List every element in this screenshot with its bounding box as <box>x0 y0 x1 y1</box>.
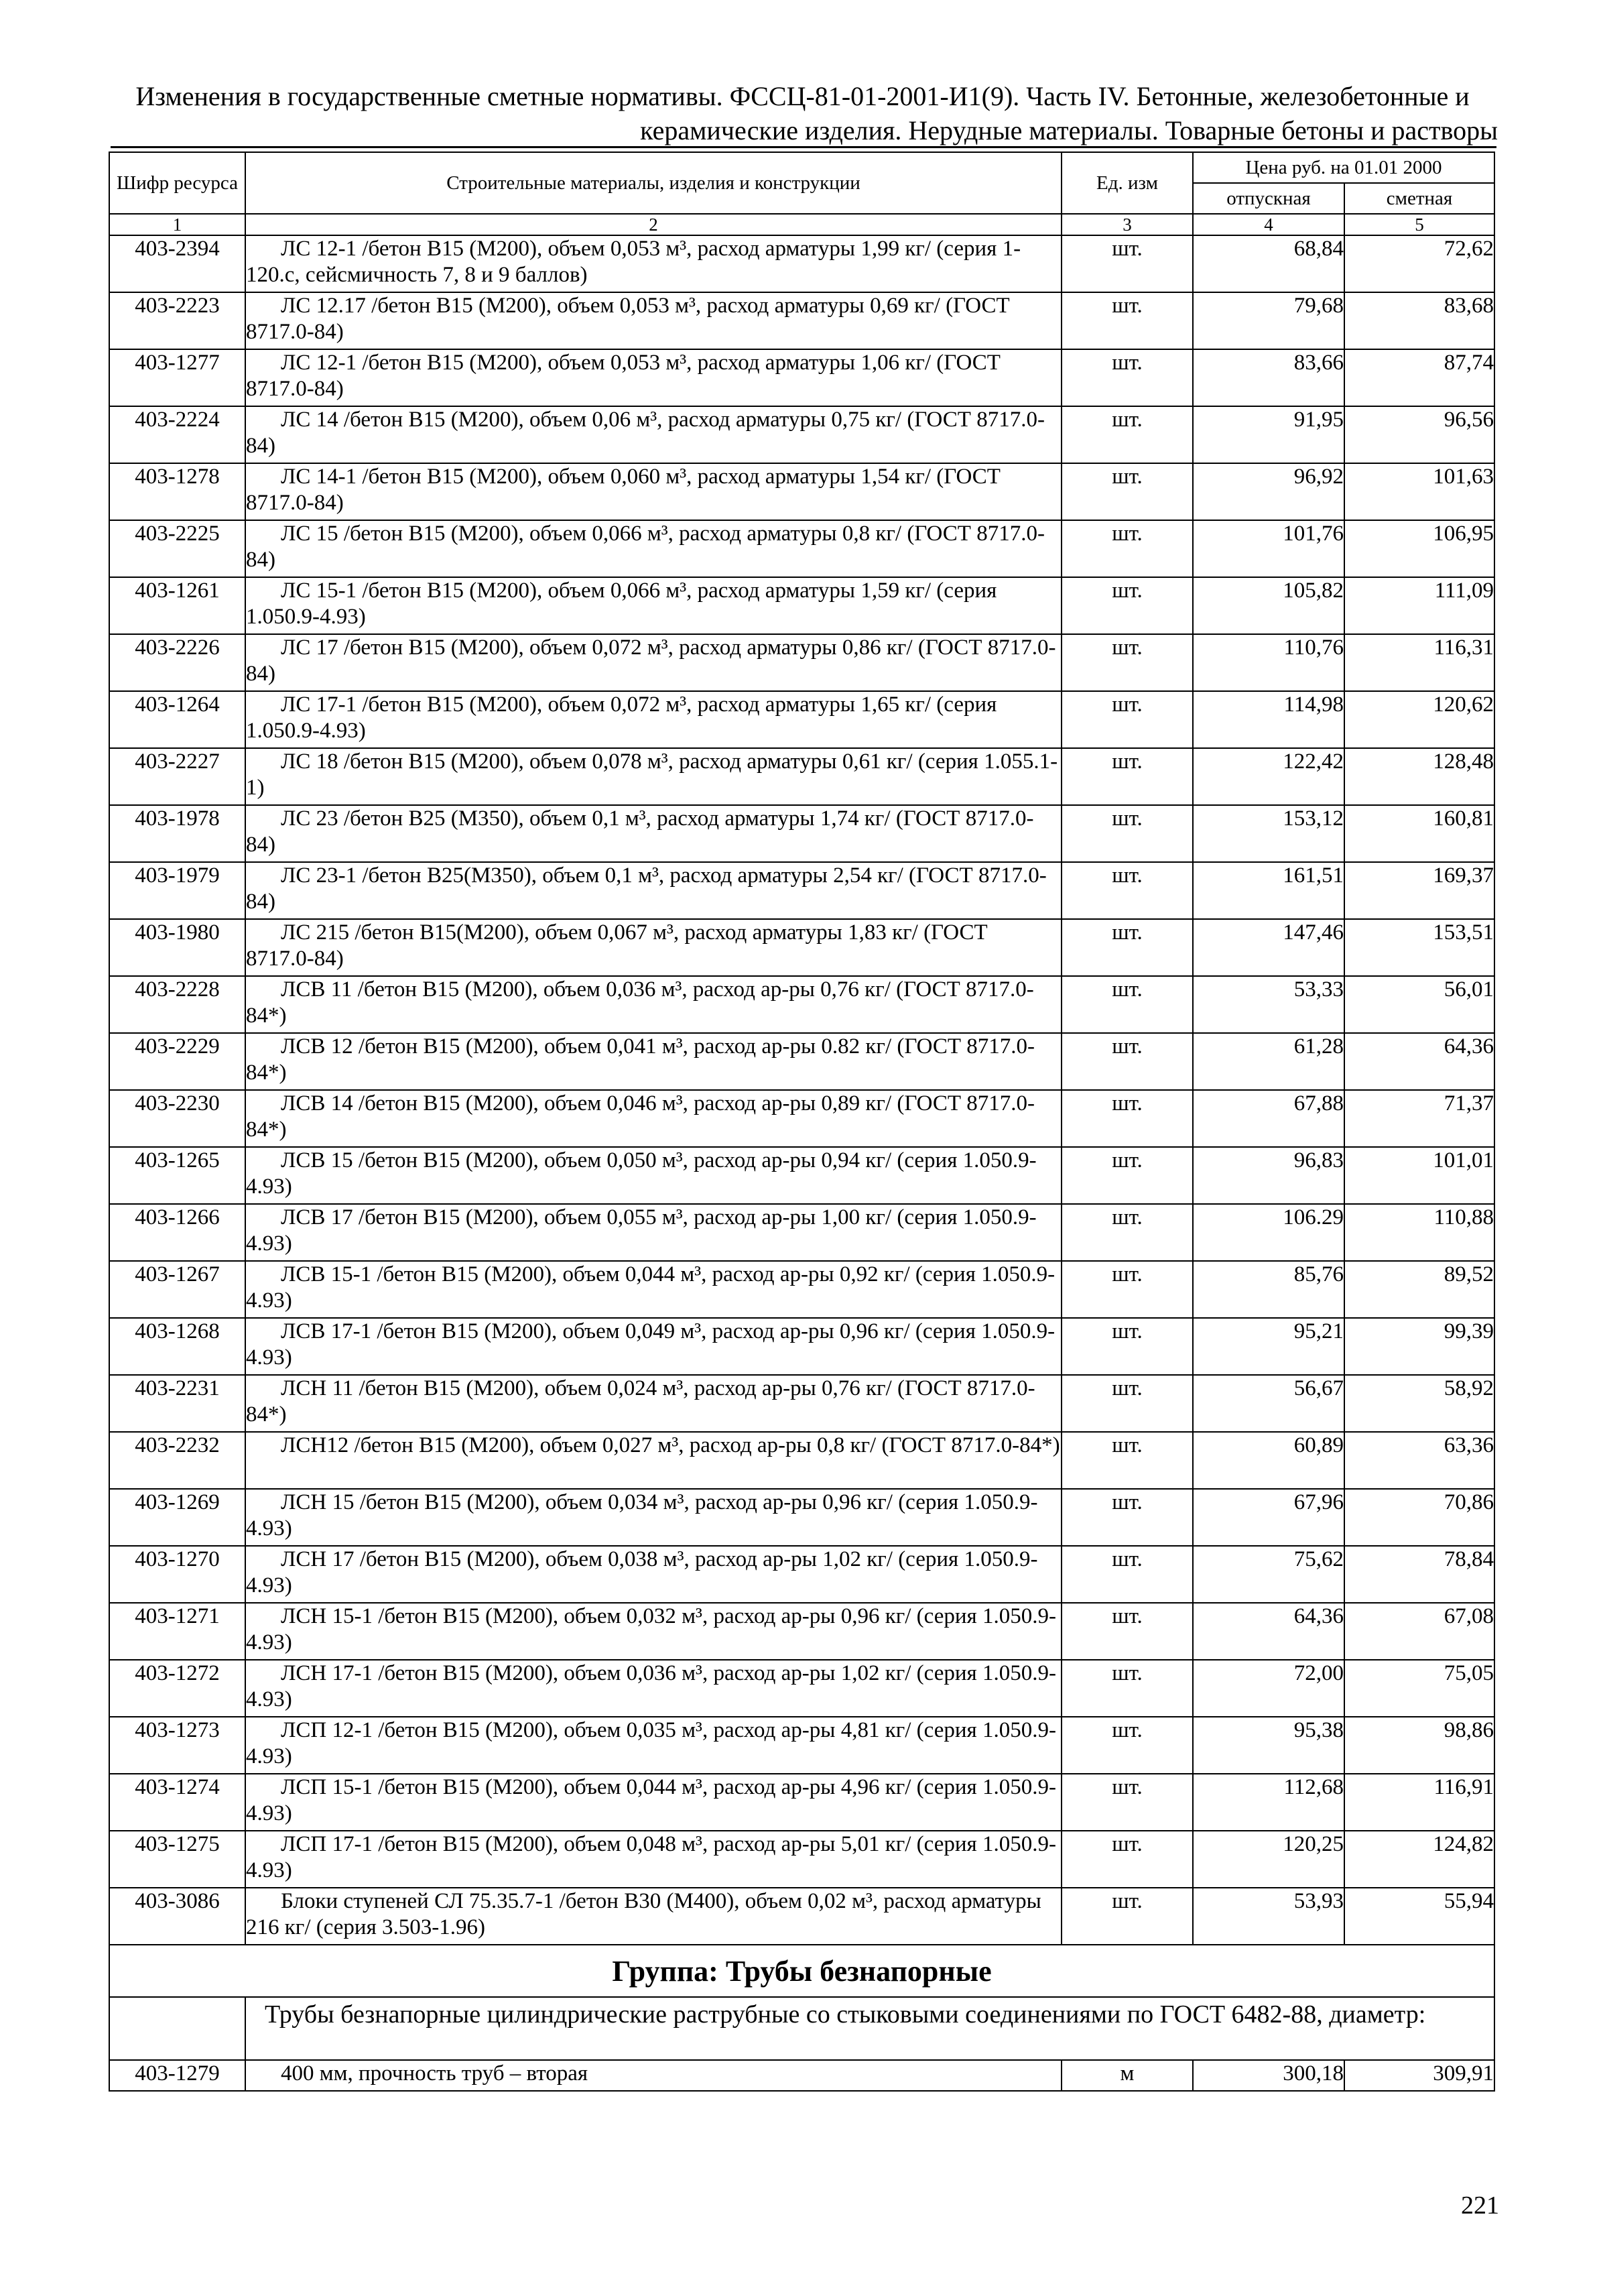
estimate-price: 96,56 <box>1344 406 1494 463</box>
table-row <box>109 1831 1494 1888</box>
unit-of-measure: шт. <box>1062 1090 1193 1147</box>
resource-code: 403-2229 <box>109 1033 245 1090</box>
unit-of-measure: шт. <box>1062 976 1193 1033</box>
unit-of-measure: шт. <box>1062 919 1193 976</box>
resource-code: 403-2232 <box>109 1432 245 1489</box>
group-title: Группа: Трубы безнапорные <box>109 1945 1494 1997</box>
table-row <box>109 1546 1494 1603</box>
resource-code: 403-1266 <box>109 1204 245 1261</box>
estimate-price: 153,51 <box>1344 919 1494 976</box>
unit-of-measure: шт. <box>1062 1375 1193 1432</box>
table-row <box>109 691 1494 748</box>
table-row <box>109 805 1494 862</box>
unit-of-measure: шт. <box>1062 235 1193 292</box>
resource-code: 403-1261 <box>109 577 245 634</box>
estimate-price: 72,62 <box>1344 235 1494 292</box>
release-price: 67,96 <box>1193 1489 1344 1546</box>
resource-code: 403-2224 <box>109 406 245 463</box>
release-price: 61,28 <box>1193 1033 1344 1090</box>
table-row <box>109 1603 1494 1660</box>
unit-of-measure: шт. <box>1062 1033 1193 1090</box>
release-price: 96,83 <box>1193 1147 1344 1204</box>
estimate-price: 101,63 <box>1344 463 1494 520</box>
column-number-row <box>109 214 1494 235</box>
estimate-price: 110,88 <box>1344 1204 1494 1261</box>
material-description: ЛСВ 17-1 /бетон В15 (М200), объем 0,049 м³, расход ар-ры 0,96 кг/ (серия 1.050.9-4.93) <box>245 1318 1062 1375</box>
release-price: 95,38 <box>1193 1717 1344 1774</box>
release-price: 83,66 <box>1193 349 1344 406</box>
resource-code: 403-1267 <box>109 1261 245 1318</box>
estimate-price: 116,91 <box>1344 1774 1494 1831</box>
estimate-price: 111,09 <box>1344 577 1494 634</box>
subgroup-code-cell <box>109 1997 245 2060</box>
release-price: 68,84 <box>1193 235 1344 292</box>
table-row <box>109 1489 1494 1546</box>
material-description: ЛСВ 17 /бетон В15 (М200), объем 0,055 м³, расход ар-ры 1,00 кг/ (серия 1.050.9-4.93) <box>245 1204 1062 1261</box>
table-row <box>109 235 1494 292</box>
release-price: 53,93 <box>1193 1888 1344 1945</box>
group-heading-row <box>109 1945 1494 1997</box>
material-description: ЛСВ 11 /бетон В15 (М200), объем 0,036 м³, расход ар-ры 0,76 кг/ (ГОСТ 8717.0-84*) <box>245 976 1062 1033</box>
table-row <box>109 1318 1494 1375</box>
column-header-estimate-price: сметная <box>1344 183 1494 214</box>
material-description: ЛСП 12-1 /бетон В15 (М200), объем 0,035 м³, расход ар-ры 4,81 кг/ (серия 1.050.9-4.93) <box>245 1717 1062 1774</box>
material-description: ЛСН12 /бетон В15 (М200), объем 0,027 м³, расход ар-ры 0,8 кг/ (ГОСТ 8717.0-84*) <box>245 1432 1062 1489</box>
material-description: ЛС 15 /бетон В15 (М200), объем 0,066 м³, расход арматуры 0,8 кг/ (ГОСТ 8717.0-84) <box>245 520 1062 577</box>
column-header-release-price: отпускная <box>1193 183 1344 214</box>
release-price: 60,89 <box>1193 1432 1344 1489</box>
material-description: 400 мм, прочность труб – вторая <box>245 2060 1062 2091</box>
release-price: 96,92 <box>1193 463 1344 520</box>
resource-code: 403-2226 <box>109 634 245 691</box>
release-price: 67,88 <box>1193 1090 1344 1147</box>
estimate-price: 56,01 <box>1344 976 1494 1033</box>
unit-of-measure: шт. <box>1062 1831 1193 1888</box>
release-price: 85,76 <box>1193 1261 1344 1318</box>
table-row <box>109 1090 1494 1147</box>
unit-of-measure: шт. <box>1062 1261 1193 1318</box>
resource-code: 403-1978 <box>109 805 245 862</box>
unit-of-measure: шт. <box>1062 1603 1193 1660</box>
resource-code: 403-1275 <box>109 1831 245 1888</box>
material-description: ЛСН 15 /бетон В15 (М200), объем 0,034 м³, расход ар-ры 0,96 кг/ (серия 1.050.9-4.93) <box>245 1489 1062 1546</box>
column-header-price: Цена руб. на 01.01 2000 <box>1193 152 1494 183</box>
material-description: ЛСП 17-1 /бетон В15 (М200), объем 0,048 м³, расход ар-ры 5,01 кг/ (серия 1.050.9-4.93) <box>245 1831 1062 1888</box>
table-row <box>109 1432 1494 1489</box>
unit-of-measure: шт. <box>1062 406 1193 463</box>
table-row <box>109 1204 1494 1261</box>
unit-of-measure: шт. <box>1062 691 1193 748</box>
estimate-price: 101,01 <box>1344 1147 1494 1204</box>
table-row <box>109 520 1494 577</box>
material-description: ЛС 215 /бетон В15(М200), объем 0,067 м³, расход арматуры 1,83 кг/ (ГОСТ 8717.0-84) <box>245 919 1062 976</box>
material-description: ЛСН 15-1 /бетон В15 (М200), объем 0,032 м³, расход ар-ры 0,96 кг/ (серия 1.050.9-4.93) <box>245 1603 1062 1660</box>
unit-of-measure: шт. <box>1062 1546 1193 1603</box>
unit-of-measure: шт. <box>1062 1888 1193 1945</box>
release-price: 153,12 <box>1193 805 1344 862</box>
material-description: ЛС 23 /бетон В25 (М350), объем 0,1 м³, расход арматуры 1,74 кг/ (ГОСТ 8717.0-84) <box>245 805 1062 862</box>
document-header <box>107 79 1498 147</box>
resource-code: 403-1265 <box>109 1147 245 1204</box>
unit-of-measure: шт. <box>1062 463 1193 520</box>
column-number: 5 <box>1344 214 1494 235</box>
column-number: 4 <box>1193 214 1344 235</box>
material-description: ЛСВ 15-1 /бетон В15 (М200), объем 0,044 м³, расход ар-ры 0,92 кг/ (серия 1.050.9-4.93) <box>245 1261 1062 1318</box>
unit-of-measure: шт. <box>1062 805 1193 862</box>
estimate-price: 106,95 <box>1344 520 1494 577</box>
material-description: Блоки ступеней СЛ 75.35.7-1 /бетон В30 (М400), объем 0,02 м³, расход арматуры 216 кг/ (серия 3.503-1.96) <box>245 1888 1062 1945</box>
estimate-price: 116,31 <box>1344 634 1494 691</box>
estimate-price: 120,62 <box>1344 691 1494 748</box>
unit-of-measure: шт. <box>1062 1660 1193 1717</box>
table-row <box>109 349 1494 406</box>
unit-of-measure: шт. <box>1062 634 1193 691</box>
price-table <box>109 152 1495 2092</box>
estimate-price: 71,37 <box>1344 1090 1494 1147</box>
resource-code: 403-1980 <box>109 919 245 976</box>
material-description: ЛС 17 /бетон В15 (М200), объем 0,072 м³, расход арматуры 0,86 кг/ (ГОСТ 8717.0-84) <box>245 634 1062 691</box>
release-price: 147,46 <box>1193 919 1344 976</box>
release-price: 114,98 <box>1193 691 1344 748</box>
material-description: ЛС 18 /бетон В15 (М200), объем 0,078 м³, расход арматуры 0,61 кг/ (серия 1.055.1-1) <box>245 748 1062 805</box>
table-row <box>109 919 1494 976</box>
release-price: 120,25 <box>1193 1831 1344 1888</box>
release-price: 72,00 <box>1193 1660 1344 1717</box>
table-row <box>109 1033 1494 1090</box>
material-description: ЛС 17-1 /бетон В15 (М200), объем 0,072 м³, расход арматуры 1,65 кг/ (серия 1.050.9-4.93) <box>245 691 1062 748</box>
estimate-price: 89,52 <box>1344 1261 1494 1318</box>
subgroup-description: Трубы безнапорные цилиндрические раструбные со стыковыми соединениями по ГОСТ 6482-88, диаметр: <box>245 1997 1494 2060</box>
header-divider <box>111 146 1496 148</box>
unit-of-measure: шт. <box>1062 520 1193 577</box>
estimate-price: 87,74 <box>1344 349 1494 406</box>
release-price: 64,36 <box>1193 1603 1344 1660</box>
table-row <box>109 634 1494 691</box>
resource-code: 403-1277 <box>109 349 245 406</box>
resource-code: 403-2231 <box>109 1375 245 1432</box>
material-description: ЛС 12-1 /бетон В15 (М200), объем 0,053 м³, расход арматуры 1,99 кг/ (серия 1-120.с, сейсмичность 7, 8 и 9 баллов) <box>245 235 1062 292</box>
estimate-price: 99,39 <box>1344 1318 1494 1375</box>
table-row <box>109 463 1494 520</box>
estimate-price: 67,08 <box>1344 1603 1494 1660</box>
release-price: 300,18 <box>1193 2060 1344 2091</box>
unit-of-measure: шт. <box>1062 1774 1193 1831</box>
release-price: 161,51 <box>1193 862 1344 919</box>
resource-code: 403-1264 <box>109 691 245 748</box>
column-header-unit: Ед. изм <box>1062 152 1193 214</box>
estimate-price: 124,82 <box>1344 1831 1494 1888</box>
resource-code: 403-2230 <box>109 1090 245 1147</box>
resource-code: 403-1274 <box>109 1774 245 1831</box>
unit-of-measure: шт. <box>1062 292 1193 349</box>
release-price: 75,62 <box>1193 1546 1344 1603</box>
unit-of-measure: шт. <box>1062 1489 1193 1546</box>
unit-of-measure: шт. <box>1062 349 1193 406</box>
header-title-line-1: Изменения в государственные сметные нормативы. ФССЦ-81-01-2001-И1(9). Часть IV. Бетонные, железобетонные и <box>135 81 1470 111</box>
estimate-price: 83,68 <box>1344 292 1494 349</box>
release-price: 91,95 <box>1193 406 1344 463</box>
material-description: ЛС 15-1 /бетон В15 (М200), объем 0,066 м³, расход арматуры 1,59 кг/ (серия 1.050.9-4.93) <box>245 577 1062 634</box>
unit-of-measure: шт. <box>1062 1204 1193 1261</box>
estimate-price: 128,48 <box>1344 748 1494 805</box>
estimate-price: 309,91 <box>1344 2060 1494 2091</box>
unit-of-measure: шт. <box>1062 1432 1193 1489</box>
unit-of-measure: шт. <box>1062 748 1193 805</box>
material-description: ЛСП 15-1 /бетон В15 (М200), объем 0,044 м³, расход ар-ры 4,96 кг/ (серия 1.050.9-4.93) <box>245 1774 1062 1831</box>
resource-code: 403-2227 <box>109 748 245 805</box>
material-description: ЛСВ 12 /бетон В15 (М200), объем 0,041 м³, расход ар-ры 0.82 кг/ (ГОСТ 8717.0-84*) <box>245 1033 1062 1090</box>
column-number: 2 <box>245 214 1062 235</box>
estimate-price: 75,05 <box>1344 1660 1494 1717</box>
unit-of-measure: шт. <box>1062 577 1193 634</box>
estimate-price: 98,86 <box>1344 1717 1494 1774</box>
estimate-price: 63,36 <box>1344 1432 1494 1489</box>
material-description: ЛС 14-1 /бетон В15 (М200), объем 0,060 м³, расход арматуры 1,54 кг/ (ГОСТ 8717.0-84) <box>245 463 1062 520</box>
material-description: ЛСН 17 /бетон В15 (М200), объем 0,038 м³, расход ар-ры 1,02 кг/ (серия 1.050.9-4.93) <box>245 1546 1062 1603</box>
table-row <box>109 1774 1494 1831</box>
resource-code: 403-1979 <box>109 862 245 919</box>
table-row <box>109 1261 1494 1318</box>
release-price: 79,68 <box>1193 292 1344 349</box>
estimate-price: 58,92 <box>1344 1375 1494 1432</box>
table-row <box>109 577 1494 634</box>
resource-code: 403-1269 <box>109 1489 245 1546</box>
table-row <box>109 2060 1494 2091</box>
unit-of-measure: шт. <box>1062 1147 1193 1204</box>
release-price: 56,67 <box>1193 1375 1344 1432</box>
column-header-name: Строительные материалы, изделия и конструкции <box>245 152 1062 214</box>
table-row <box>109 1375 1494 1432</box>
release-price: 105,82 <box>1193 577 1344 634</box>
estimate-price: 160,81 <box>1344 805 1494 862</box>
material-description: ЛСН 11 /бетон В15 (М200), объем 0,024 м³, расход ар-ры 0,76 кг/ (ГОСТ 8717.0-84*) <box>245 1375 1062 1432</box>
table-row <box>109 292 1494 349</box>
unit-of-measure: шт. <box>1062 1318 1193 1375</box>
release-price: 122,42 <box>1193 748 1344 805</box>
resource-code: 403-1278 <box>109 463 245 520</box>
resource-code: 403-1271 <box>109 1603 245 1660</box>
resource-code: 403-2225 <box>109 520 245 577</box>
table-row <box>109 976 1494 1033</box>
resource-code: 403-2394 <box>109 235 245 292</box>
column-header-code: Шифр ресурса <box>109 152 245 214</box>
column-number: 3 <box>1062 214 1193 235</box>
material-description: ЛС 12-1 /бетон В15 (М200), объем 0,053 м³, расход арматуры 1,06 кг/ (ГОСТ 8717.0-84) <box>245 349 1062 406</box>
unit-of-measure: шт. <box>1062 862 1193 919</box>
table-row <box>109 1147 1494 1204</box>
material-description: ЛС 14 /бетон В15 (М200), объем 0,06 м³, расход арматуры 0,75 кг/ (ГОСТ 8717.0-84) <box>245 406 1062 463</box>
header-title-line-2: керамические изделия. Нерудные материалы. Товарные бетоны и растворы <box>640 115 1498 145</box>
release-price: 53,33 <box>1193 976 1344 1033</box>
estimate-price: 55,94 <box>1344 1888 1494 1945</box>
resource-code: 403-3086 <box>109 1888 245 1945</box>
table-row <box>109 406 1494 463</box>
table-row <box>109 1660 1494 1717</box>
resource-code: 403-2228 <box>109 976 245 1033</box>
column-number: 1 <box>109 214 245 235</box>
resource-code: 403-1270 <box>109 1546 245 1603</box>
table-row <box>109 1888 1494 1945</box>
unit-of-measure: шт. <box>1062 1717 1193 1774</box>
table-row <box>109 1717 1494 1774</box>
material-description: ЛС 12.17 /бетон В15 (М200), объем 0,053 м³, расход арматуры 0,69 кг/ (ГОСТ 8717.0-84) <box>245 292 1062 349</box>
material-description: ЛС 23-1 /бетон В25(М350), объем 0,1 м³, расход арматуры 2,54 кг/ (ГОСТ 8717.0-84) <box>245 862 1062 919</box>
resource-code: 403-2223 <box>109 292 245 349</box>
table-row <box>109 862 1494 919</box>
release-price: 101,76 <box>1193 520 1344 577</box>
unit-of-measure: м <box>1062 2060 1193 2091</box>
resource-code: 403-1272 <box>109 1660 245 1717</box>
material-description: ЛСВ 15 /бетон В15 (М200), объем 0,050 м³, расход ар-ры 0,94 кг/ (серия 1.050.9-4.93) <box>245 1147 1062 1204</box>
material-description: ЛСН 17-1 /бетон В15 (М200), объем 0,036 м³, расход ар-ры 1,02 кг/ (серия 1.050.9-4.93) <box>245 1660 1062 1717</box>
release-price: 110,76 <box>1193 634 1344 691</box>
release-price: 112,68 <box>1193 1774 1344 1831</box>
page-number: 221 <box>1461 2191 1499 2220</box>
estimate-price: 78,84 <box>1344 1546 1494 1603</box>
resource-code: 403-1268 <box>109 1318 245 1375</box>
table-row <box>109 748 1494 805</box>
release-price: 106.29 <box>1193 1204 1344 1261</box>
subgroup-row <box>109 1997 1494 2060</box>
release-price: 95,21 <box>1193 1318 1344 1375</box>
estimate-price: 70,86 <box>1344 1489 1494 1546</box>
resource-code: 403-1279 <box>109 2060 245 2091</box>
estimate-price: 169,37 <box>1344 862 1494 919</box>
resource-code: 403-1273 <box>109 1717 245 1774</box>
estimate-price: 64,36 <box>1344 1033 1494 1090</box>
material-description: ЛСВ 14 /бетон В15 (М200), объем 0,046 м³, расход ар-ры 0,89 кг/ (ГОСТ 8717.0-84*) <box>245 1090 1062 1147</box>
